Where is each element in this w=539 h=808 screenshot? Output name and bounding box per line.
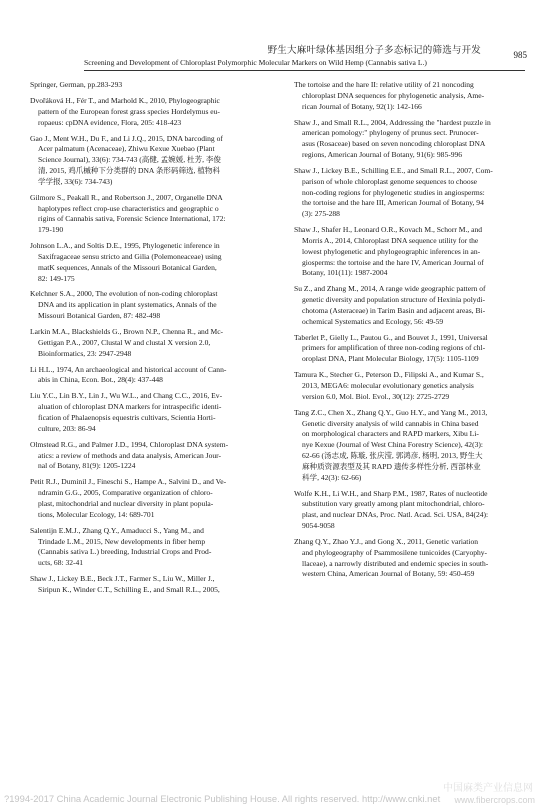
reference-entry xyxy=(30,80,275,91)
reference-entry xyxy=(30,134,275,188)
reference-line: Shaw J., Lickey B.E., Beck J.T., Farmer S., Liu W., Miller J., xyxy=(30,574,215,584)
reference-line: atics: a review of methods and data analysis, American Jour- xyxy=(38,450,222,460)
reference-line: Genetic diversity analysis of wild cannabis in China based xyxy=(302,418,479,428)
reference-line: 82: 149-175 xyxy=(38,273,75,283)
reference-line: ochemical Systematics and Ecology, 56: 49-59 xyxy=(302,316,444,326)
reference-line: fication of Phalaenopsis equestris cultivars, Scientia Horti- xyxy=(38,413,216,423)
reference-line: (Cannabis sativa L.) breeding, Industrial Crops and Prod- xyxy=(38,547,212,557)
reference-line: ndramin G.G., 2005, Comparative organization of chloro- xyxy=(38,488,213,498)
reference-line: Su Z., and Zhang M., 2014, A range wide geographic pattern of xyxy=(294,284,486,294)
reference-entry xyxy=(30,289,275,321)
watermark-url: www.fibercrops.com xyxy=(454,795,535,805)
reference-line: Shaw J., Shafer H., Leonard O.R., Kovach M., Schorr M., and xyxy=(294,225,483,235)
reference-line: Science Journal), 33(6): 734-743 (高健, 孟婉媛, 杜芳, 李俊 xyxy=(38,155,221,165)
reference-entry xyxy=(294,537,526,580)
reference-line: 学学报, 33(6): 734-743) xyxy=(38,176,113,186)
reference-line: lowest phylogenetic and phylogeographic inferences in an- xyxy=(302,246,481,256)
reference-line: nye Kexue (Journal of West China Forestry Science), 42(3): xyxy=(302,440,483,450)
reference-line: Gao J., Ment W.H., Du F., and Li J.Q., 2015, DNA barcoding of xyxy=(30,133,223,143)
reference-line: Acer palmatum (Acenaceae), Zhiwu Kexue Xuebao (Plant xyxy=(38,144,215,154)
reference-line: 科学, 42(3): 62-66) xyxy=(302,472,362,482)
reference-column-right xyxy=(294,80,526,585)
page-number: 985 xyxy=(513,50,527,60)
reference-line: Salentijn E.M.J., Zhang Q.Y., Amaducci S., Yang M., and xyxy=(30,525,204,535)
reference-line: Kelchner S.A., 2000, The evolution of non-coding chloroplast xyxy=(30,289,218,299)
reference-line: Shaw J., and Small R.L., 2004, Addressing the "hardest puzzle in xyxy=(294,117,491,127)
reference-line: Liu Y.C., Lin B.Y., Lin J., Wu W.L., and Chang C.C., 2016, Ev- xyxy=(30,391,223,401)
copyright-notice xyxy=(4,793,440,804)
reference-entry xyxy=(294,166,526,220)
reference-entry xyxy=(30,440,275,472)
cnki-link[interactable]: http://www.cnki.net xyxy=(362,793,441,804)
reference-entry xyxy=(30,96,275,128)
reference-line: Siripun K., Winder C.T., Schilling E., and Small R.L., 2005, xyxy=(38,584,220,594)
reference-entry xyxy=(30,327,275,359)
running-title-english: Screening and Development of Chloroplast Polymorphic Molecular Markers on Wild Hemp (Cannabis sativa L.) xyxy=(84,58,427,67)
running-title-chinese: 野生大麻叶绿体基因组分子多态标记的筛选与开发 xyxy=(267,46,481,56)
reference-line: parison of whole chloroplast genome sequences to choose xyxy=(302,176,477,186)
reference-line: nal of Botany, 81(9): 1205-1224 xyxy=(38,461,136,471)
reference-line: regions, American Journal of Botany, 91(6): 985-996 xyxy=(302,149,463,159)
reference-line: version 6.0, Mol. Biol. Evol., 30(12): 2725-2729 xyxy=(302,391,450,401)
reference-line: Trindade L.M., 2015, New developments in fiber hemp xyxy=(38,536,206,546)
copyright-text: ?1994-2017 China Academic Journal Electronic Publishing House. All rights reserved. xyxy=(4,793,360,804)
reference-line: Missouri Botanical Garden, 87: 482-498 xyxy=(38,311,161,321)
reference-entry xyxy=(30,526,275,569)
reference-line: Petit R.J., Duminil J., Fineschi S., Hampe A., Salvini D., and Ve- xyxy=(30,477,227,487)
reference-line: Bioinformatics, 23: 2947-2948 xyxy=(38,348,132,358)
reference-line: Olmstead R.G., and Palmer J.D., 1994, Chloroplast DNA system- xyxy=(30,439,229,449)
reference-line: 9054-9058 xyxy=(302,520,335,530)
reference-line: Gilmore S., Peakall R., and Robertson J., 2007, Organelle DNA xyxy=(30,192,223,202)
page-header xyxy=(0,0,539,70)
reference-line: llaceae), a narrowly distributed and endemic species in south- xyxy=(302,558,489,568)
reference-line: Tamura K., Stecher G., Peterson D., Filipski A., and Kumar S., xyxy=(294,370,484,380)
reference-line: giosperms: the tortoise and the hare IV, American Journal of xyxy=(302,257,484,267)
reference-entry xyxy=(30,241,275,284)
reference-line: 179-190 xyxy=(38,225,64,235)
reference-line: genetic diversity and population structure of Hexinia polydi- xyxy=(302,295,485,305)
reference-line: the tortoise and the hare III, American Journal of Botany, 94 xyxy=(302,198,484,208)
reference-line: Taberlet P., Gielly L., Pautou G., and Bouvet J., 1991, Universal xyxy=(294,332,488,342)
reference-line: american pomology:" phylogeny of prunus sect. Prunocer- xyxy=(302,128,479,138)
reference-entry xyxy=(294,80,526,112)
reference-line: Tang Z.C., Chen X., Zhang Q.Y., Guo H.Y., and Yang M., 2013, xyxy=(294,407,488,417)
reference-line: Saxifragaceae sensu stricto and Gilia (Polemoneaceae) using xyxy=(38,251,222,261)
reference-line: Wolfe K.H., Li W.H., and Sharp P.M., 1987, Rates of nucleotide xyxy=(294,488,488,498)
reference-line: Springer, German, pp.283-293 xyxy=(30,80,123,89)
reference-entry xyxy=(294,408,526,484)
reference-line: Zhang Q.Y., Zhao Y.J., and Gong X., 2011, Genetic variation xyxy=(294,536,479,546)
reference-line: Botany, 101(11): 1987-2004 xyxy=(302,268,388,278)
reference-line: culture, 203: 86-94 xyxy=(38,423,96,433)
reference-entry xyxy=(294,333,526,365)
reference-line: matK sequences, Annals of the Missouri Botanical Garden, xyxy=(38,262,217,272)
reference-line: Li H.L., 1974, An archaeological and historical account of Cann- xyxy=(30,364,227,374)
reference-line: (3): 275-288 xyxy=(302,209,340,219)
reference-line: oroplast DNA, Plant Molecular Biology, 17(5): 1105-1109 xyxy=(302,354,479,364)
reference-entry xyxy=(294,370,526,402)
reference-entry xyxy=(294,284,526,327)
reference-line: rican Journal of Botany, 92(1): 142-166 xyxy=(302,101,422,111)
reference-line: pattern of the European forest grass species Hordelymus eu- xyxy=(38,106,220,116)
reference-entry xyxy=(30,477,275,520)
reference-line: rigins of Cannabis sativa, Forensic Science International, 172: xyxy=(38,214,226,224)
reference-line: Johnson L.A., and Soltis D.E., 1995, Phylogenetic inference in xyxy=(30,241,220,251)
reference-line: ucts, 68: 32-41 xyxy=(38,558,84,568)
reference-line: Dvořáková H., Fér T., and Marhold K., 2010, Phylogeographic xyxy=(30,95,220,105)
reference-entry xyxy=(30,365,275,387)
reference-line: 2013, MEGA6: molecular evolutionary genetics analysis xyxy=(302,381,474,391)
reference-line: 清, 2015, 鸡爪槭种下分类群的 DNA 条形码筛选, 植物科 xyxy=(38,165,220,175)
reference-entry xyxy=(30,574,275,596)
reference-line: primers for amplification of three non-coding regions of chl- xyxy=(302,343,486,353)
reference-column-left xyxy=(30,80,275,601)
reference-line: 62-66 (汤志成, 陈璇, 张庆滢, 郭鸿彦, 杨明, 2013, 野生大 xyxy=(302,451,483,461)
reference-line: substitution vary greatly among plant mitochondrial, chloro- xyxy=(302,499,485,509)
reference-line: chotoma (Asteraceae) in Tarim Basin and adjacent areas, Bi- xyxy=(302,305,486,315)
reference-line: western China, American Journal of Botany, 59: 450-459 xyxy=(302,569,475,579)
reference-entry xyxy=(294,118,526,161)
reference-line: ropaeus: cpDNA evidence, Flora, 205: 418-423 xyxy=(38,117,182,127)
reference-entry xyxy=(30,391,275,434)
reference-entry xyxy=(294,489,526,532)
header-divider xyxy=(84,70,525,71)
reference-line: asus (Rosaceae) based on seven noncoding chloroplast DNA xyxy=(302,139,486,149)
reference-line: Gettigan P.A., 2007, Clustal W and clustal X version 2.0, xyxy=(38,337,211,347)
reference-line: abis in China, Econ. Bot., 28(4): 437-448 xyxy=(38,375,163,385)
reference-line: aluation of chloroplast DNA markers for intraspecific identi- xyxy=(38,402,222,412)
reference-line: and phylogeography of Psammosilene tunicoides (Caryophy- xyxy=(302,547,488,557)
watermark-text: 中国麻类产业信息网 xyxy=(443,783,533,794)
reference-line: on morphological characters and RAPD markers, Xibu Li- xyxy=(302,429,479,439)
reference-line: chloroplast DNA sequences for phylogenetic analysis, Ame- xyxy=(302,90,485,100)
reference-line: Shaw J., Lickey B.E., Schilling E.E., and Small R.L., 2007, Com- xyxy=(294,165,493,175)
reference-line: DNA and its application in plant systematics, Annals of the xyxy=(38,300,217,310)
reference-line: non-coding regions for phylogenetic studies in angiosperms: xyxy=(302,187,485,197)
reference-line: plast, and nuclear DNAs, Proc. Natl. Acad. Sci. USA, 84(24): xyxy=(302,510,489,520)
reference-line: The tortoise and the hare II: relative utility of 21 noncoding xyxy=(294,80,474,89)
reference-line: plast, mitochondrial and nuclear diversity in plant popula- xyxy=(38,498,214,508)
reference-line: Larkin M.A., Blackshields G., Brown N.P., Chenna R., and Mc- xyxy=(30,327,224,337)
reference-entry xyxy=(30,193,275,236)
reference-line: 麻种质资源表型及其 RAPD 遗传多样性分析, 西部林业 xyxy=(302,461,481,471)
reference-line: Morris A., 2014, Chloroplast DNA sequence utility for the xyxy=(302,235,479,245)
reference-line: tions, Molecular Ecology, 14: 689-701 xyxy=(38,509,155,519)
reference-entry xyxy=(294,225,526,279)
reference-line: haplotypes reflect crop-use characteristics and geographic o xyxy=(38,203,219,213)
